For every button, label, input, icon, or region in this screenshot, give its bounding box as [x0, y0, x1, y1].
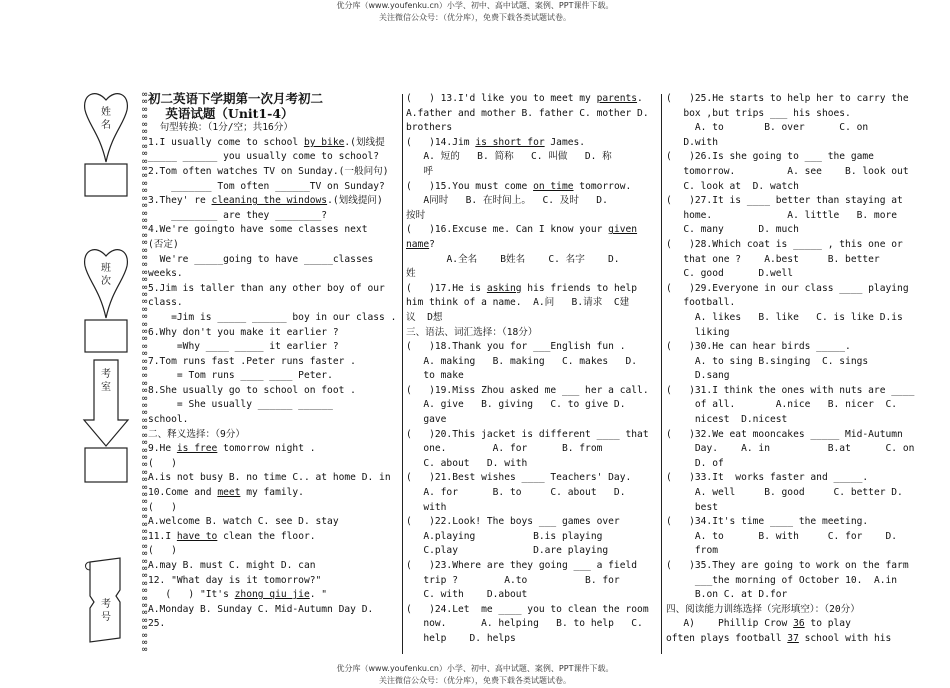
text-run: ( )17.He is — [406, 282, 487, 294]
text-run: A.father and mother B. father C. mother D. — [406, 107, 649, 119]
text-run: 10.Come and — [148, 487, 218, 499]
column-divider-1 — [402, 94, 403, 654]
text-line — [406, 107, 658, 122]
text-run: A.welcome B. watch C. see D. stay — [148, 516, 339, 528]
text-line — [148, 238, 400, 253]
text-line — [148, 223, 400, 238]
text-line — [148, 253, 400, 268]
text-run: 25. — [148, 618, 166, 630]
text-line — [666, 501, 916, 516]
text-run: =Why ____ _____ it earlier ? — [148, 341, 339, 353]
text-run: A同时 B. 在时间上。 C. 及时 D. — [406, 195, 608, 207]
text-run: home. A. little B. more — [666, 209, 898, 221]
text-run: with — [406, 501, 447, 513]
text-line — [666, 413, 916, 428]
text-run: trip ? A.to B. for — [406, 574, 620, 586]
text-run: brothers — [406, 122, 453, 134]
text-run: to play — [810, 618, 851, 630]
text-run: = She usually ______ ______ — [148, 399, 333, 411]
text-line — [148, 603, 400, 618]
text-run: C. look at D. watch — [666, 180, 799, 192]
text-run: ( )18.Thank you for ___English fun . — [406, 341, 626, 353]
text-run: nicest D.nicest — [666, 414, 788, 426]
text-run: 四、阅读能力训练选择（完形填空）：（20分） — [666, 603, 860, 615]
text-run: C.play D.are playing — [406, 545, 609, 557]
text-line — [406, 501, 658, 516]
text-line — [148, 267, 400, 282]
text-run: to make — [406, 370, 464, 382]
text-line — [148, 340, 400, 355]
text-line — [666, 296, 916, 311]
text-line — [148, 194, 400, 209]
text-line — [666, 311, 916, 326]
text-line — [666, 253, 916, 268]
text-run: 二、释义选择：（9分） — [148, 428, 245, 440]
text-line — [406, 296, 658, 311]
text-run: ( )22.Look! The boys ___ games over — [406, 516, 620, 528]
text-run: C. with D.about — [406, 589, 528, 601]
text-run: C. about D. with — [406, 457, 528, 469]
text-run: ( )23.Where are they going ___ a field — [406, 560, 638, 571]
room-label: 考室 — [101, 369, 111, 393]
text-run: 初二英语下学期第一次月考初二 — [148, 92, 324, 106]
text-line — [148, 282, 400, 297]
text-run: weeks. — [148, 268, 183, 280]
text-run: ( )35.They are going to work on the farm — [666, 560, 909, 571]
text-run: Day. A. in B.at C. on — [666, 443, 915, 455]
text-line — [666, 398, 916, 413]
underlined-text: cleaning the windows — [211, 195, 328, 207]
text-line — [666, 121, 916, 136]
text-line — [666, 544, 916, 559]
text-run: 按时 — [406, 209, 426, 221]
text-run: often plays football — [666, 632, 788, 644]
binding-line: ∞ ∞ ∞ ∞ ∞ ∞ ∞ ∞ ∞ ∞ ∞ ∞ ∞ ∞ ∞ ∞ ∞ ∞ ∞ ∞ ∞ ∞ ∞ ∞ ∞ ∞ ∞ ∞ ∞ ∞ ∞ ∞ ∞ ∞ ∞ ∞ ∞ ∞ ∞ ∞ ∞ ∞ ∞ ∞ ∞ ∞ ∞ ∞ ∞ ∞ ∞ ∞ ∞ ∞ ∞ ∞ ∞ ∞ ∞ ∞ ∞ ∞ ∞ ∞ ∞ ∞ ∞ ∞ ∞ ∞ ∞ ∞ ∞ ∞ ∞ ∞ — [142, 90, 148, 656]
text-line — [148, 428, 400, 443]
text-line — [406, 574, 658, 589]
text-run: ( )16.Excuse me. Can I know your — [406, 224, 609, 236]
text-line — [666, 588, 916, 603]
text-line — [406, 92, 658, 107]
text-line — [148, 544, 400, 559]
text-run: of all. A.nice B. nicer C. — [694, 399, 898, 411]
text-run: James. — [544, 136, 586, 148]
text-line — [148, 530, 400, 545]
text-line — [666, 442, 916, 457]
text-line — [148, 92, 400, 107]
text-line — [666, 282, 916, 297]
text-run: ________ are they ________? — [148, 209, 328, 221]
text-line — [406, 530, 658, 545]
text-run: .(划线提 — [344, 136, 385, 148]
text-line — [148, 384, 400, 399]
text-line — [406, 267, 658, 282]
text-line — [406, 428, 658, 443]
text-run: A.Monday B. Sunday C. Mid-Autumn Day D. — [148, 603, 374, 615]
text-line — [666, 136, 916, 151]
underlined-text: parents — [596, 93, 638, 104]
site-header-line-1: 优分库（www.youfenku.cn）小学、初中、高中试题、案例、PPT课件下载。 — [336, 1, 614, 10]
column-right — [666, 92, 916, 647]
room-box — [85, 448, 127, 482]
text-run: ( )19.Miss Zhou asked me ___ her a call. — [406, 384, 649, 396]
text-line — [666, 340, 916, 355]
underlined-text: 37 — [787, 632, 799, 644]
column-left — [148, 92, 400, 632]
text-line — [148, 165, 400, 180]
text-run: ( ) "It's — [148, 589, 235, 601]
text-line — [406, 603, 658, 618]
text-run: school. — [148, 414, 189, 426]
text-line — [148, 501, 400, 516]
text-run: gave — [406, 414, 447, 426]
text-line — [666, 92, 916, 107]
text-run: ( )25.He starts to help her to carry the — [666, 93, 909, 104]
text-run: . " — [309, 589, 328, 601]
class-box — [85, 320, 127, 352]
text-run: his friends to help — [521, 282, 638, 294]
text-run: ( )31.I think the ones with nuts are ____ — [666, 384, 915, 396]
text-line — [148, 442, 400, 457]
underlined-text: by bike — [303, 136, 345, 148]
text-line — [148, 296, 400, 311]
text-line — [666, 486, 916, 501]
text-run: ( )21.Best wishes ____ Teachers' Day. — [406, 472, 632, 484]
text-run: ( )27.It is ____ better than staying at — [666, 195, 903, 207]
text-line — [148, 180, 400, 195]
text-run: D.with — [666, 136, 718, 148]
text-run: school with his — [798, 632, 892, 644]
text-run: A. well B. good C. better D. — [666, 487, 903, 499]
text-run: my family. — [240, 487, 304, 499]
text-line — [666, 238, 916, 253]
text-line — [666, 574, 916, 589]
text-line — [406, 121, 658, 136]
text-run: ( )28.Which coat is _____ , this one or — [666, 238, 903, 250]
text-line — [406, 544, 658, 559]
text-run: 议 D想 — [406, 311, 443, 323]
text-line — [148, 588, 400, 603]
text-line — [406, 515, 658, 530]
text-run: We're _____going to have _____classes — [159, 253, 374, 265]
text-run: ( )26.Is she going to ___ the game — [666, 151, 874, 163]
text-line — [666, 369, 916, 384]
text-line — [406, 326, 658, 341]
text-run: him think of a name. A.问 B.请求 C建 — [406, 297, 630, 309]
site-header-line-2: 关注微信公众号：（优分库），免费下载各类试题试卷。 — [379, 13, 571, 22]
text-run: A.全名 B姓名 C. 名字 D. — [406, 253, 620, 265]
text-run: A. making B. making C. makes D. — [406, 355, 638, 367]
text-run: =Jim is _____ ______ boy in our class . — [148, 311, 397, 323]
text-line — [148, 311, 400, 326]
text-run: 5.Jim is taller than any other boy of our — [148, 282, 385, 294]
text-line — [406, 384, 658, 399]
text-run: A. give B. giving C. to give D. — [406, 399, 626, 411]
class-label: 班次 — [101, 263, 111, 287]
text-run: B.on C. at D.for — [666, 589, 788, 601]
text-line — [666, 355, 916, 370]
site-footer-line-2: 关注微信公众号：（优分库），免费下载各类试题试卷。 — [379, 676, 571, 685]
text-run: _______ Tom often ______TV on Sunday? — [148, 180, 385, 192]
text-line — [406, 238, 658, 253]
text-run: ( )33.It works faster and _____. — [666, 472, 869, 484]
text-run: 三、语法、词汇选择：（18分） — [406, 326, 538, 338]
text-line — [406, 340, 658, 355]
text-run: . — [637, 93, 643, 104]
text-run: now. A. helping B. to help C. — [406, 618, 643, 630]
text-line — [406, 442, 658, 457]
text-line — [666, 209, 916, 224]
text-run: one. A. for B. from — [406, 443, 603, 455]
text-run: 9.He — [148, 443, 177, 455]
text-line — [148, 457, 400, 472]
text-run: A.is not busy B. no time C.. at home D. in — [148, 472, 391, 484]
text-line — [406, 632, 658, 647]
underlined-text: have to — [176, 530, 218, 542]
text-run: ( )15.You must come — [406, 180, 534, 192]
text-run: A. 短的 B. 简称 C. 叫做 D. 称 — [406, 151, 612, 163]
text-line — [666, 180, 916, 195]
underlined-text: zhong qiu jie — [234, 589, 310, 601]
text-line — [406, 413, 658, 428]
number-label: 考号 — [101, 599, 111, 623]
column-middle — [406, 92, 658, 647]
text-run: from — [666, 545, 718, 557]
text-run: ( ) 13.I'd like you to meet my — [406, 93, 597, 104]
text-run: 8.She usually go to school on foot . — [148, 384, 356, 396]
text-run: 11.I — [148, 530, 177, 542]
text-line — [666, 559, 916, 574]
text-line — [148, 355, 400, 370]
text-run: ( )30.He can hear birds _____. — [666, 341, 851, 353]
text-run: D. of — [666, 457, 724, 469]
text-run: ? — [429, 238, 435, 250]
text-run: C. many D. much — [666, 224, 799, 236]
text-line — [406, 471, 658, 486]
text-run: A.playing B.is playing — [406, 530, 603, 542]
text-line — [406, 588, 658, 603]
underlined-text: on time — [533, 180, 574, 192]
text-line — [406, 369, 658, 384]
text-run: D.sang — [666, 370, 730, 382]
text-line — [148, 136, 400, 151]
text-run: liking — [666, 326, 730, 338]
text-run: ( )34.It's time ____ the meeting. — [666, 516, 869, 528]
text-line — [148, 559, 400, 574]
text-line — [666, 267, 916, 282]
text-line — [406, 194, 658, 209]
text-run: A. for B. to C. about D. — [406, 487, 626, 499]
text-run: tomorrow. A. see B. look out — [666, 165, 909, 177]
text-run: box ,but trips ___ his shoes. — [666, 107, 851, 119]
text-line — [406, 136, 658, 151]
underlined-text: asking — [486, 282, 522, 294]
text-run: class. — [148, 297, 183, 309]
text-line — [406, 253, 658, 268]
text-line — [406, 150, 658, 165]
text-run: = Tom runs ____ ____ Peter. — [148, 370, 333, 382]
column-divider-2 — [661, 94, 662, 654]
text-run: ( )14.Jim — [406, 136, 476, 148]
text-line — [666, 471, 916, 486]
underlined-text: meet — [217, 487, 241, 499]
text-line — [666, 165, 916, 180]
text-line — [148, 107, 400, 122]
text-line — [666, 223, 916, 238]
text-run: 3.They' re — [148, 195, 212, 207]
name-label: 姓名 — [101, 107, 111, 131]
text-line — [406, 282, 658, 297]
underlined-text: is free — [176, 443, 218, 455]
text-run: (否定) — [148, 238, 179, 250]
text-line — [148, 398, 400, 413]
text-line — [148, 471, 400, 486]
text-run: 6.Why don't you make it earlier ? — [148, 326, 339, 338]
text-run: best — [666, 501, 718, 513]
text-run: 2.Tom often watches TV on Sunday.(一般问句) — [148, 165, 389, 177]
underlined-text: given — [608, 224, 638, 236]
text-run: ( ) — [148, 545, 177, 557]
text-line — [148, 413, 400, 428]
text-run: ( )20.This jacket is different ____ that — [406, 428, 649, 440]
underlined-text: is short for — [475, 136, 545, 148]
text-line — [406, 486, 658, 501]
text-run: help D. helps — [406, 632, 516, 644]
text-run: tomorrow night . — [217, 443, 316, 455]
text-run: football. — [666, 297, 736, 309]
text-run: 4.We're goingto have some classes next — [148, 224, 368, 236]
text-run: ( ) — [148, 457, 177, 469]
text-line — [148, 369, 400, 384]
text-run: ( )32.We eat mooncakes _____ Mid-Autumn — [666, 428, 903, 440]
text-run: tomorrow. — [573, 180, 632, 192]
text-line — [148, 121, 400, 136]
text-line — [148, 574, 400, 589]
text-run: 英语试题（Unit1-4） — [148, 106, 294, 121]
text-run: A. to B. over C. on — [666, 122, 869, 134]
text-line — [666, 194, 916, 209]
text-run: 呼 — [406, 165, 433, 177]
text-line — [148, 326, 400, 341]
text-line — [406, 180, 658, 195]
text-line — [406, 457, 658, 472]
text-run: clean the floor. — [217, 530, 316, 542]
text-line — [148, 617, 400, 632]
text-run: 12. "What day is it tomorrow?" — [148, 574, 322, 586]
text-line — [666, 150, 916, 165]
text-run: 姓 — [406, 268, 416, 280]
text-line — [148, 209, 400, 224]
scroll-curl-icon — [86, 562, 91, 570]
text-line — [666, 603, 916, 618]
text-run: A. to sing B.singing C. sings — [666, 355, 869, 367]
text-run: A. to B. with C. for D. — [666, 530, 898, 542]
text-line — [406, 398, 658, 413]
text-line — [666, 617, 916, 632]
underlined-text: name — [406, 238, 430, 250]
text-line — [406, 209, 658, 224]
text-run: that one ? A.best B. better — [666, 253, 880, 265]
site-footer-line-1: 优分库（www.youfenku.cn）小学、初中、高中试题、案例、PPT课件下载。 — [336, 664, 614, 673]
underlined-text: 36 — [793, 618, 805, 630]
text-line — [406, 165, 658, 180]
text-run: 7.Tom runs fast .Peter runs faster . — [148, 355, 356, 367]
text-line — [666, 632, 916, 647]
text-line — [666, 530, 916, 545]
text-line — [148, 486, 400, 501]
text-line — [148, 150, 400, 165]
name-box — [85, 164, 127, 196]
text-run: A) Phillip Crow — [666, 618, 794, 630]
text-run: C. good D.well — [666, 268, 794, 280]
text-line — [666, 384, 916, 399]
text-line — [406, 559, 658, 574]
text-run: ( ) — [148, 501, 177, 513]
text-line — [666, 107, 916, 122]
text-line — [406, 355, 658, 370]
text-line — [666, 457, 916, 472]
text-run: .(划线提问) — [327, 195, 383, 207]
text-line — [666, 326, 916, 341]
text-run: 句型转换：（1分/空；共16分） — [148, 122, 293, 134]
text-run: 1.I usually come to school — [148, 136, 304, 148]
text-line — [406, 617, 658, 632]
text-line — [406, 311, 658, 326]
text-run: _____ ______ you usually come to school? — [148, 151, 380, 163]
text-run: ( )29.Everyone in our class ____ playing — [666, 282, 909, 294]
text-line — [406, 223, 658, 238]
text-run: ___the morning of October 10. A.in — [666, 574, 898, 586]
text-line — [148, 515, 400, 530]
text-line — [666, 428, 916, 443]
text-run: A.may B. must C. might D. can — [148, 560, 316, 571]
text-line — [666, 515, 916, 530]
text-run: ( )24.Let me ____ you to clean the room — [406, 603, 649, 615]
text-run: A. likes B. like C. is like D.is — [666, 311, 903, 323]
